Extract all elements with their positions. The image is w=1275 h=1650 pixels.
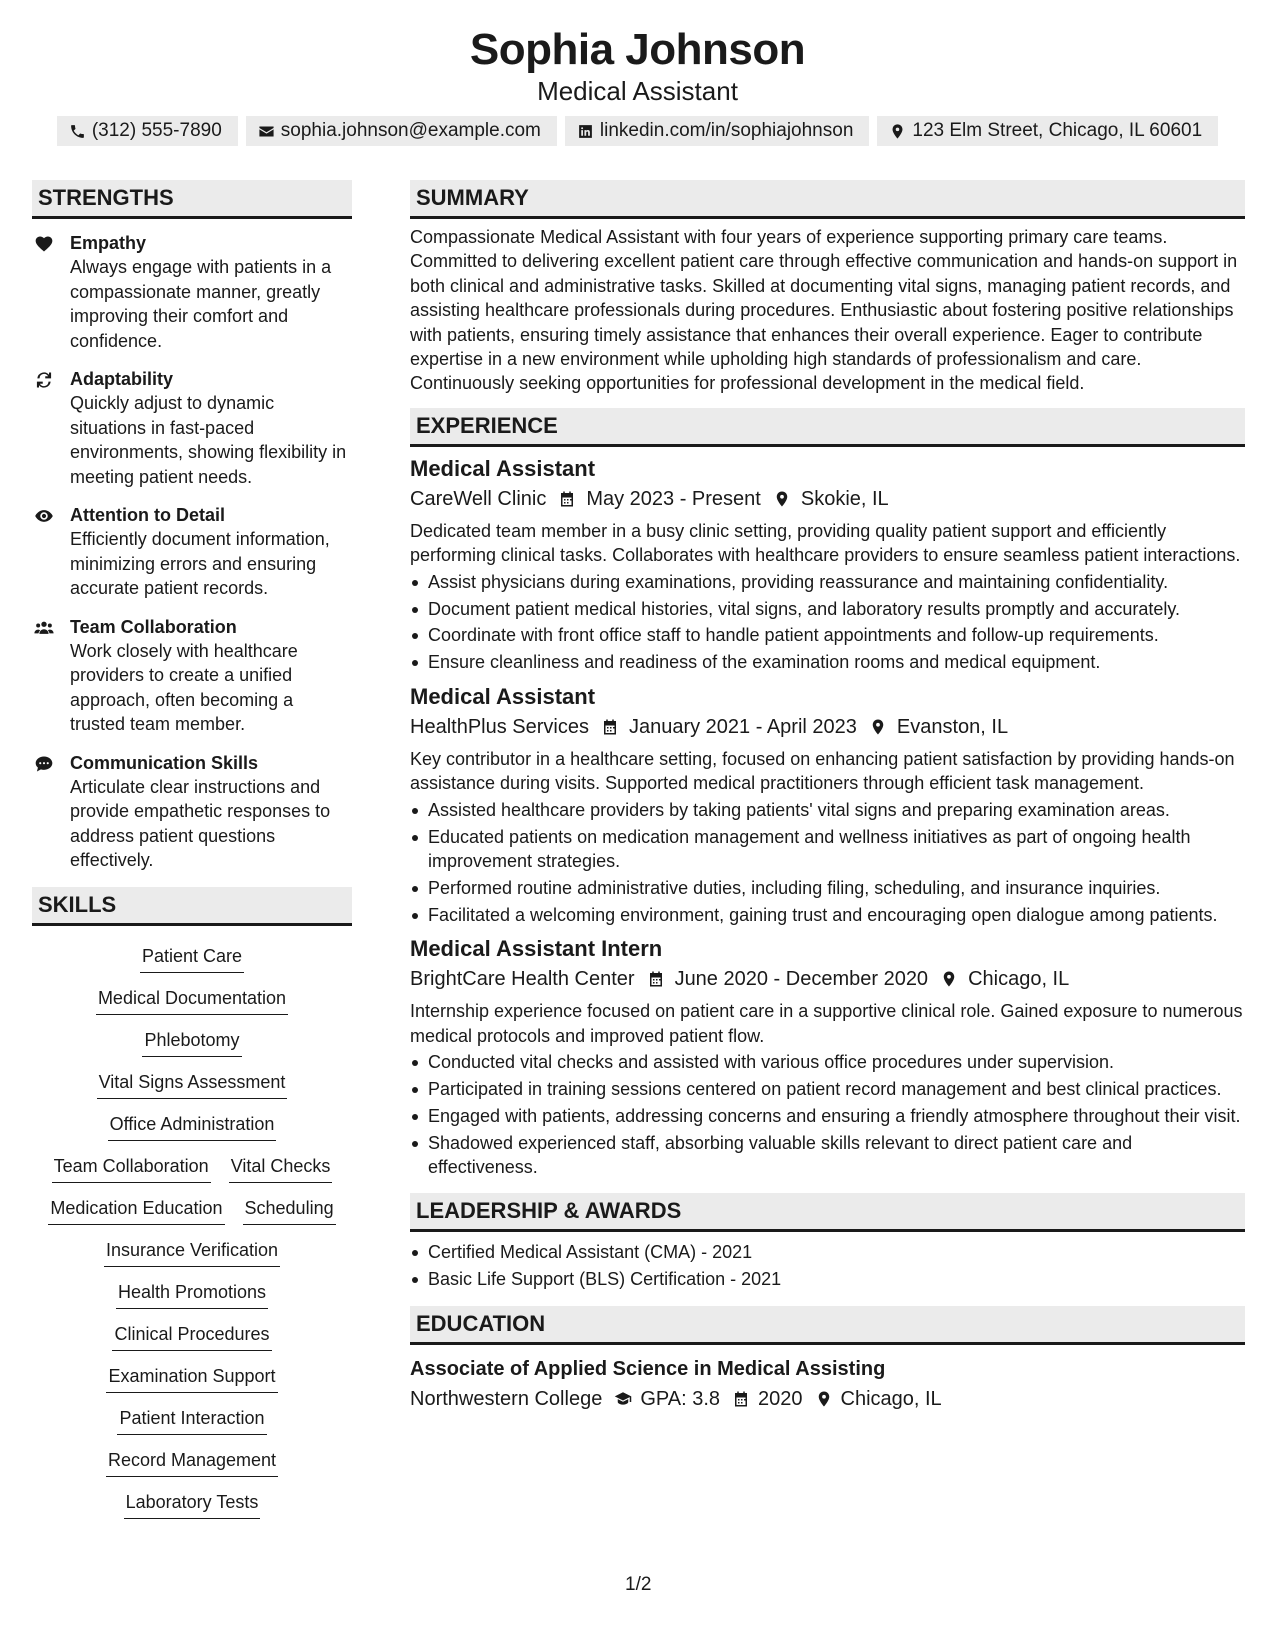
map-pin-icon: [928, 970, 968, 988]
job-location: Skokie, IL: [800, 487, 889, 510]
contact-linkedin-text: linkedin.com/in/sophiajohnson: [599, 120, 854, 141]
skill-tag: Record Management: [106, 1448, 278, 1477]
strength-title: Attention to Detail: [70, 505, 225, 525]
job-bullet: Shadowed experienced staff, absorbing valuable skills relevant to direct patient care and effectiveness.: [410, 1131, 1245, 1180]
strength-title: Empathy: [70, 233, 147, 253]
strength-desc: Articulate clear instructions and provide empathetic responses to address patient questions effectively.: [70, 776, 331, 870]
job-meta: [410, 965, 1245, 993]
job-meta: [410, 485, 1245, 513]
awards-section: [410, 1193, 1245, 1291]
job-dates: June 2020 - December 2020: [674, 968, 929, 991]
graduation-year: 2020: [758, 1387, 803, 1410]
contact-phone[interactable]: [57, 116, 238, 146]
strength-item: [32, 503, 352, 601]
summary-heading: SUMMARY: [410, 180, 1245, 219]
degree-title: Associate of Applied Science in Medical Assisting: [410, 1357, 886, 1380]
skill-tag: Examination Support: [106, 1364, 277, 1393]
job-company: BrightCare Health Center: [410, 968, 635, 991]
job-bullet: Educated patients on medication management and wellness initiatives as part of ongoing health improvement strategies.: [410, 825, 1245, 874]
job-bullets: [410, 570, 1245, 675]
job-bullet: Performed routine administrative duties, including filing, scheduling, and insurance inquiries.: [410, 876, 1245, 900]
strength-title: Team Collaboration: [70, 616, 237, 637]
contact-address-text: 123 Elm Street, Chicago, IL 60601: [912, 120, 1203, 141]
graduation-cap-icon: [602, 1390, 640, 1408]
strength-desc: Work closely with healthcare providers to create a unified approach, often becoming a trusted team member.: [70, 640, 298, 734]
skill-tag: Vital Signs Assessment: [97, 1070, 288, 1099]
contact-email-text: sophia.johnson@example.com: [280, 120, 541, 141]
job-bullet: Document patient medical histories, vital signs, and laboratory results promptly and accurately.: [410, 597, 1245, 621]
job-bullet: Ensure cleanliness and readiness of the examination rooms and medical equipment.: [410, 650, 1245, 674]
page-number: 1/2: [625, 1574, 652, 1595]
heart-icon: [32, 231, 70, 353]
job-company: HealthPlus Services: [410, 715, 589, 738]
skills-heading: SKILLS: [32, 887, 352, 926]
award-item: Certified Medical Assistant (CMA) - 2021: [410, 1240, 1245, 1264]
experience-heading: EXPERIENCE: [410, 408, 1245, 447]
map-pin-icon: [857, 718, 897, 736]
job-bullet: Participated in training sessions centered on patient record management and best clinical practices.: [410, 1077, 1245, 1101]
job-entry: [410, 935, 1245, 1179]
job-location: Chicago, IL: [968, 968, 1070, 991]
strength-desc: Quickly adjust to dynamic situations in fast-paced environments, showing flexibility in meeting patient needs.: [70, 393, 347, 487]
skill-tag: Laboratory Tests: [124, 1490, 261, 1519]
job-company: CareWell Clinic: [410, 487, 547, 510]
job-dates: May 2023 - Present: [586, 487, 761, 510]
award-item: Basic Life Support (BLS) Certification - 2021: [410, 1267, 1245, 1291]
contact-linkedin[interactable]: [565, 116, 870, 146]
strengths-heading: STRENGTHS: [32, 180, 352, 219]
linkedin-icon: [577, 123, 594, 140]
contact-bar: [0, 116, 1275, 146]
calendar-icon: [546, 490, 586, 508]
skill-tag: Medication Education: [48, 1196, 224, 1225]
skill-tag: Patient Interaction: [117, 1406, 266, 1435]
contact-email[interactable]: [246, 116, 557, 146]
skill-tag: Health Promotions: [116, 1280, 268, 1309]
skill-tag: Scheduling: [243, 1196, 336, 1225]
skill-tag: Patient Care: [140, 944, 244, 973]
strength-title: Communication Skills: [70, 752, 259, 773]
skill-tag: Clinical Procedures: [112, 1322, 271, 1351]
summary-text: Compassionate Medical Assistant with four years of experience supporting primary care teams. Committed to delivering excellent patient care through effective communication and hands-on support in both clinical and administrative tasks. Skilled at documenting vital signs, managing patient records, and assisting healthcare professionals during procedures. Enthusiastic about fostering positive relationships with patients, ensuring timely assistance that enhances their overall experience. Eager to contribute expertise in a new environment while upholding high standards of professionalism and care. Continuously seeking opportunities for professional development in the medical field.: [410, 227, 1238, 394]
job-bullet: Assisted healthcare providers by taking patients' vital signs and preparing examination areas.: [410, 798, 1245, 822]
right-column: [410, 180, 1245, 1413]
awards-list: [410, 1240, 1245, 1291]
phone-icon: [69, 123, 86, 140]
job-bullets: [410, 798, 1245, 928]
education-meta: [410, 1385, 1245, 1413]
strength-item: [32, 367, 352, 489]
skills-list: [32, 926, 352, 1519]
education-section: [410, 1306, 1245, 1413]
left-column: [32, 180, 352, 1519]
map-pin-icon: [889, 123, 906, 140]
calendar-icon: [589, 718, 629, 736]
chat-icon: [32, 751, 70, 873]
calendar-icon: [720, 1390, 758, 1408]
job-title: Medical Assistant Intern: [410, 936, 663, 962]
strengths-list: [32, 219, 352, 873]
users-icon: [32, 615, 70, 737]
eye-icon: [32, 503, 70, 601]
skill-tag: Office Administration: [108, 1112, 277, 1141]
job-bullet: Conducted vital checks and assisted with various office procedures under supervision.: [410, 1050, 1245, 1074]
skill-tag: Medical Documentation: [96, 986, 288, 1015]
map-pin-icon: [761, 490, 801, 508]
school-name: Northwestern College: [410, 1387, 603, 1410]
skill-tag: Phlebotomy: [142, 1028, 241, 1057]
contact-address: [877, 116, 1218, 146]
job-description: Dedicated team member in a busy clinic setting, providing quality patient support and efficiently performing clinical tasks. Collaborates with healthcare providers to ensure seamless patient interactions.: [410, 520, 1241, 566]
strength-title: Adaptability: [70, 369, 174, 389]
strength-desc: Always engage with patients in a compassionate manner, greatly improving their comfort and confidence.: [70, 257, 332, 351]
strength-item: [32, 615, 352, 737]
education-location: Chicago, IL: [840, 1387, 942, 1410]
job-entry: [410, 455, 1245, 675]
calendar-icon: [635, 970, 675, 988]
job-bullet: Facilitated a welcoming environment, gaining trust and encouraging open dialogue among patients.: [410, 903, 1245, 927]
job-title: Medical Assistant: [410, 455, 596, 481]
envelope-icon: [258, 123, 275, 140]
strength-desc: Efficiently document information, minimizing errors and ensuring accurate patient records.: [70, 529, 330, 598]
candidate-name: Sophia Johnson: [469, 25, 806, 74]
strength-item: [32, 231, 352, 353]
skill-tag: Team Collaboration: [52, 1154, 211, 1183]
skill-tag: Insurance Verification: [104, 1238, 280, 1267]
job-bullet: Engaged with patients, addressing concerns and ensuring a friendly atmosphere throughout their visit.: [410, 1104, 1245, 1128]
contact-phone-text: (312) 555-7890: [91, 120, 222, 141]
awards-heading: LEADERSHIP & AWARDS: [410, 1193, 1245, 1232]
job-title: Medical Assistant: [410, 683, 596, 709]
refresh-icon: [32, 367, 70, 489]
resume-header: [0, 0, 1275, 146]
job-bullet: Assist physicians during examinations, providing reassurance and maintaining confidentiality.: [410, 570, 1245, 594]
job-bullets: [410, 1050, 1245, 1180]
education-heading: EDUCATION: [410, 1306, 1245, 1345]
job-dates: January 2021 - April 2023: [628, 715, 857, 738]
skill-tag: Vital Checks: [229, 1154, 333, 1183]
strength-item: [32, 751, 352, 873]
candidate-role: Medical Assistant: [537, 76, 738, 106]
job-description: Key contributor in a healthcare setting, focused on enhancing patient satisfaction by providing hands-on assistance during visits. Supported medical practitioners through efficient task management.: [410, 748, 1235, 794]
job-location: Evanston, IL: [896, 715, 1009, 738]
job-entry: [410, 683, 1245, 927]
job-meta: [410, 713, 1245, 741]
gpa-value: GPA: 3.8: [640, 1387, 720, 1410]
job-bullet: Coordinate with front office staff to handle patient appointments and follow-up requirements.: [410, 623, 1245, 647]
map-pin-icon: [803, 1390, 841, 1408]
job-description: Internship experience focused on patient care in a supportive clinical role. Gained exposure to numerous medical protocols and improved patient flow.: [410, 1001, 1243, 1046]
